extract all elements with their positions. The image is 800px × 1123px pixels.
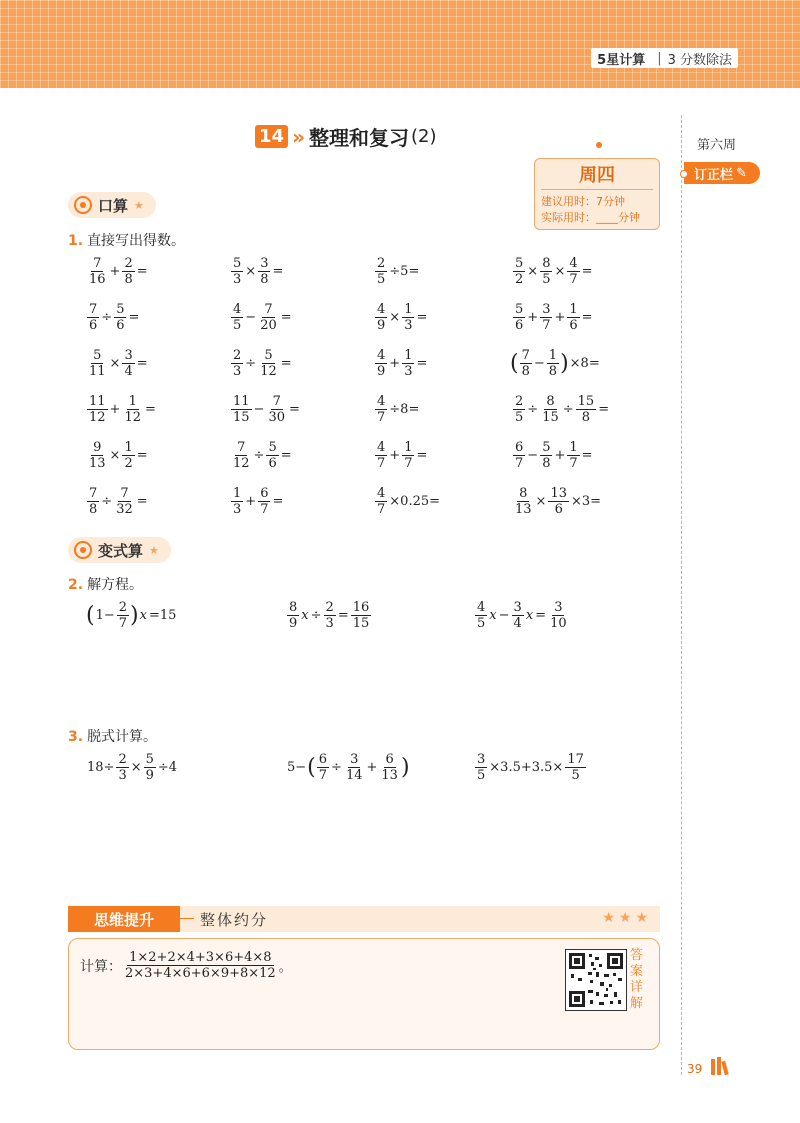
week-label: 第六周 — [697, 138, 737, 153]
period-mark: 。 — [278, 960, 292, 975]
question-1 — [68, 230, 185, 250]
star-icon: ★ — [134, 198, 144, 212]
page-number: 39 — [687, 1062, 703, 1076]
thinking-problem — [80, 950, 292, 981]
problem: 7 16 + $\frac{2}{8}$ = — [89, 256, 148, 287]
problem: 4 9 + $\frac{1}{3}$ = — [377, 348, 428, 379]
question-3 — [68, 726, 157, 746]
tab-dot — [680, 170, 688, 178]
question-number: 2. — [68, 577, 84, 593]
top-banner — [0, 0, 800, 88]
problem: $\frac{7}{6}$ ÷ $\frac{5}{6}$ = — [89, 302, 140, 333]
target-icon — [74, 541, 92, 559]
section-variant-label: 变式算 — [98, 541, 144, 560]
chapter-label: 3 分数除法 — [667, 52, 732, 68]
header-separator: | — [657, 50, 662, 66]
problem: $\frac{2}{5}$ ÷5= — [377, 256, 420, 287]
problem: $\frac{7}{12}$ ÷ $\frac{5}{6}$ = — [233, 440, 292, 471]
section-variant — [68, 537, 171, 563]
books-icon — [711, 1057, 727, 1075]
problem: 11 15 − $\frac{7}{30}$ = — [233, 394, 300, 425]
actual-time: 实际用时：____分钟 — [541, 211, 640, 224]
problem: 6 7 − $\frac{5}{8}$ + $\frac{1}{7}$ = — [515, 440, 593, 471]
section-oral-label: 口算 — [98, 196, 129, 215]
lesson-title-text: 整理和复习 — [308, 126, 409, 150]
calculation: 5− ( $\frac{6}{7}$ ÷ $\frac{3}{14}$ + $\frac{6}{13}$ ) — [287, 752, 410, 783]
problem: $\frac{9}{13}$ × $\frac{1}{2}$ = — [89, 440, 148, 471]
side-divider — [681, 115, 682, 1075]
problem: $\frac{4}{9}$ × $\frac{1}{3}$ = — [377, 302, 428, 333]
problem: $\frac{5}{3}$ × $\frac{3}{8}$ = — [233, 256, 284, 287]
question-2 — [68, 574, 143, 594]
day-label: 周四 — [579, 165, 615, 186]
problem: 4 5 − $\frac{7}{20}$ = — [233, 302, 292, 333]
day-box — [534, 158, 660, 230]
page-header — [591, 48, 738, 68]
answer-detail-label: 答案详解 — [630, 948, 644, 1011]
problem: 11 12 + $\frac{1}{12}$ = — [89, 394, 156, 425]
question-text: 解方程。 — [87, 577, 144, 593]
equation: 4 5 x − $\frac{3}{4}$ x = $\frac{3}{10}$ — [477, 600, 567, 631]
problem: $\frac{8}{13}$ × $\frac{13}{6}$ ×3= — [515, 486, 602, 517]
problem: 1 3 + $\frac{6}{7}$ = — [233, 486, 284, 517]
question-number: 1. — [68, 233, 84, 249]
brand-label: 5星计算 — [597, 52, 646, 68]
question-text: 脱式计算。 — [87, 729, 158, 745]
thinking-dash — [180, 918, 194, 919]
suggested-time: 建议用时：7分钟 — [541, 195, 625, 208]
lesson-title — [255, 122, 436, 151]
calculation: 18÷ $\frac{2}{3}$ × $\frac{5}{9}$ ÷4 — [87, 752, 178, 783]
chevron-right-icon: » — [292, 124, 305, 149]
problem: $\frac{5}{11}$ × $\frac{3}{4}$ = — [89, 348, 148, 379]
problem: $\frac{2}{5}$ ÷ $\frac{8}{15}$ ÷ $\frac{15}{8}$ = — [515, 394, 610, 425]
section-oral — [68, 192, 156, 218]
qr-code-icon[interactable] — [565, 949, 627, 1011]
prompt-label: 计算： — [80, 958, 122, 975]
pencil-icon: ✎ — [736, 165, 747, 181]
problem: 5 6 + $\frac{3}{7}$ + $\frac{1}{6}$ = — [515, 302, 593, 333]
problem: $\frac{2}{3}$ ÷ $\frac{5}{12}$ = — [233, 348, 292, 379]
correction-tab — [684, 162, 760, 184]
problem: ( 7 8 − $\frac{1}{8}$ ) ×8= — [510, 348, 600, 379]
problem: $\frac{7}{8}$ ÷ $\frac{7}{32}$ = — [89, 486, 148, 517]
problem: 4 7 + $\frac{1}{7}$ = — [377, 440, 428, 471]
fraction-denominator: 2×3+4×6+6×9+8×12 — [125, 966, 276, 981]
difficulty-stars: ★★★ — [602, 910, 652, 926]
calculation: $\frac{3}{5}$ ×3.5+3.5× $\frac{17}{5}$ — [477, 752, 584, 783]
pin-dot — [596, 142, 602, 148]
problem: $\frac{4}{7}$ ÷8= — [377, 394, 420, 425]
fraction-numerator: 1×2+2×4+3×6+4×8 — [129, 950, 272, 965]
equation: 8 9 x ÷ $\frac{2}{3}$ = $\frac{16}{15}$ — [289, 600, 370, 631]
correction-label: 订正栏 — [694, 167, 734, 183]
problem: $\frac{4}{7}$ ×0.25= — [377, 486, 441, 517]
question-text: 直接写出得数。 — [87, 233, 186, 249]
day-divider — [541, 189, 653, 190]
lesson-subtitle: (2) — [410, 126, 437, 147]
lesson-number: 14 — [255, 125, 288, 148]
thinking-bar — [68, 906, 660, 932]
problem: $\frac{5}{2}$ × $\frac{8}{5}$ × $\frac{4}{7}$ = — [515, 256, 593, 287]
star-icon: ★ — [149, 543, 159, 557]
thinking-topic: 整体约分 — [200, 911, 269, 929]
thinking-label: 思维提升 — [68, 906, 180, 932]
question-number: 3. — [68, 729, 84, 745]
equation: ( 1− $\frac{2}{7}$ ) x =15 — [86, 600, 177, 631]
stopwatch-icon — [74, 196, 92, 214]
